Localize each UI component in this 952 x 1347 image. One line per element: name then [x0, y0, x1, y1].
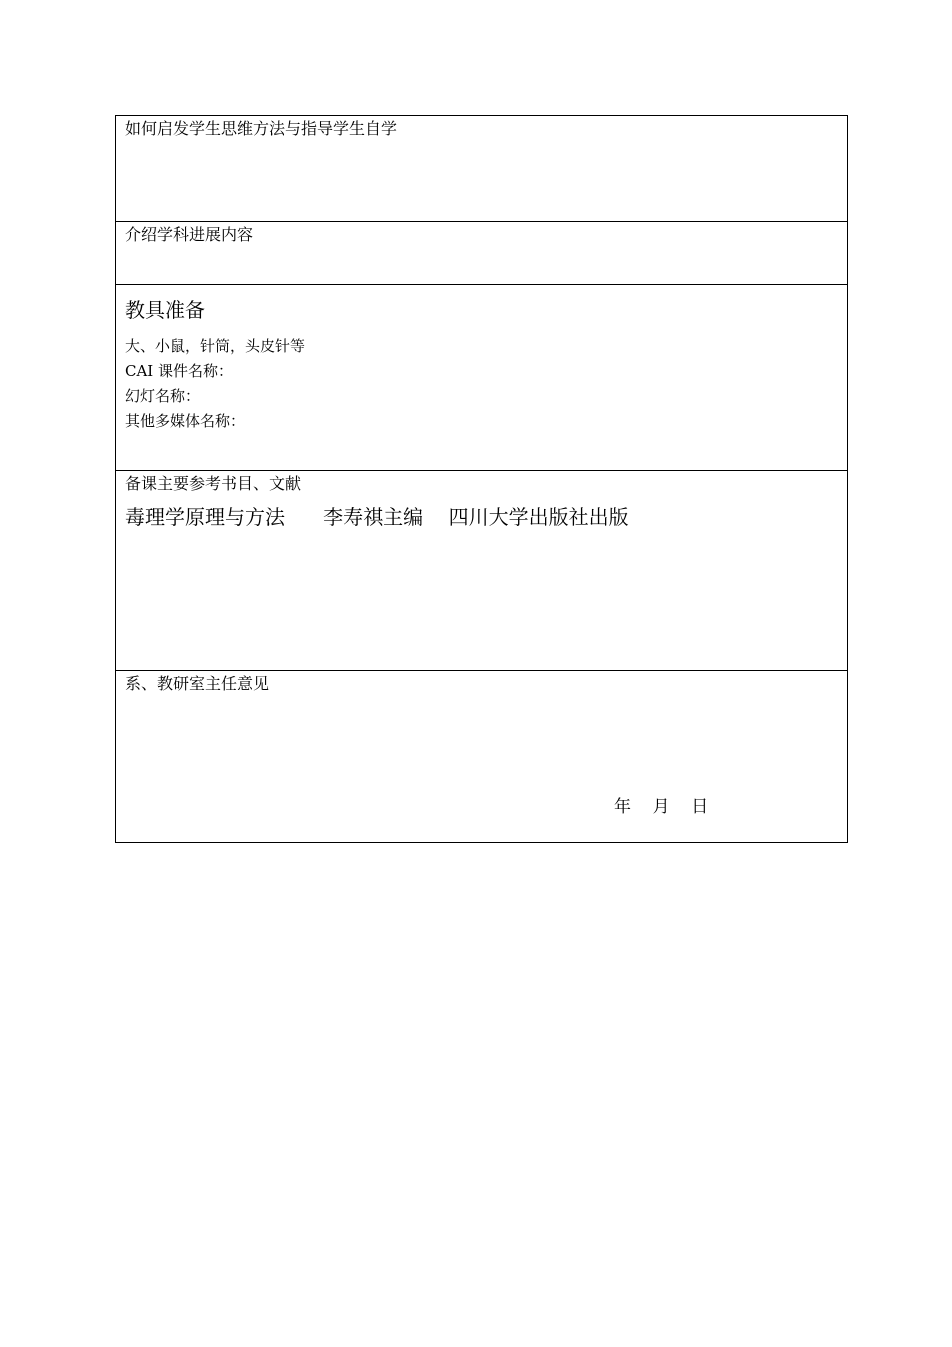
- reference-entry: 毒理学原理与方法 李寿祺主编 四川大学出版社出版: [125, 505, 629, 529]
- list-item: 幻灯名称：: [125, 387, 201, 405]
- row-label: 备课主要参考书目、文献: [125, 474, 302, 493]
- date-line: 年 月 日: [614, 797, 709, 817]
- row-label: 系、教研室主任意见: [125, 674, 270, 693]
- row-references: [116, 470, 847, 670]
- row-teaching-aids: [116, 284, 847, 470]
- list-item: 其他多媒体名称：: [125, 412, 246, 430]
- teaching-aids-list: [125, 334, 838, 434]
- row-subject-progress: [116, 221, 847, 284]
- row-label: 如何启发学生思维方法与指导学生自学: [125, 119, 398, 138]
- row-label: 介绍学科进展内容: [125, 225, 254, 244]
- row-director-opinion: [116, 670, 847, 842]
- list-item: CAI 课件名称：: [125, 362, 234, 380]
- row-inspire-thinking: [116, 116, 847, 221]
- lesson-plan-form: [115, 115, 848, 843]
- list-item: 大、小鼠，针筒，头皮针等: [125, 337, 306, 355]
- row-heading: 教具准备: [125, 298, 205, 322]
